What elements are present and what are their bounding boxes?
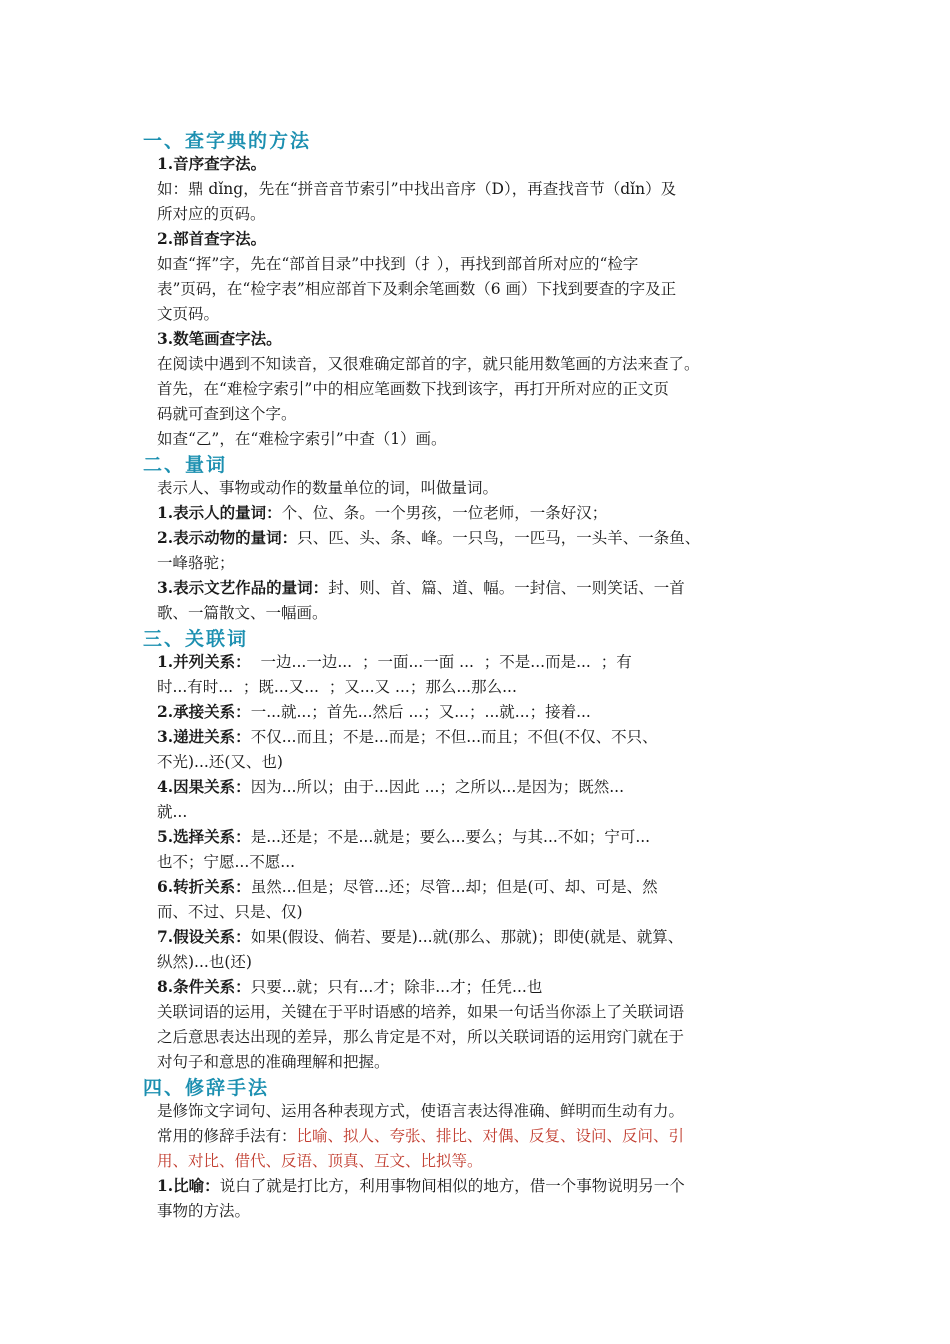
item-label: 1.音序查字法。 bbox=[157, 154, 267, 173]
list-item bbox=[157, 927, 683, 947]
text-line: 而、不过、只是、仅) bbox=[157, 903, 303, 921]
text-line: 也不；宁愿...不愿... bbox=[157, 853, 296, 871]
item-label: 7.假设关系： bbox=[157, 927, 251, 946]
text-line: 歌、一篇散文、一幅画。 bbox=[157, 604, 328, 622]
item-label: 1.比喻： bbox=[157, 1176, 220, 1195]
text-line: 如查“挥”字，先在“部首目录”中找到（扌），再找到部首所对应的“检字 bbox=[157, 255, 639, 273]
text-line: 所对应的页码。 bbox=[157, 205, 266, 223]
text-line: 首先，在“难检字索引”中的相应笔画数下找到该字，再打开所对应的正文页 bbox=[157, 380, 669, 398]
item-text: 因为...所以；由于...因此 ...；之所以...是因为；既然... bbox=[250, 778, 625, 796]
item-text: 是...还是；不是...就是；要么...要么；与其...不如；宁可... bbox=[250, 828, 651, 846]
text-line: 在阅读中遇到不知读音，又很难确定部首的字，就只能用数笔画的方法来查了。 bbox=[157, 355, 700, 373]
section-heading-conjunctions: 三、关联词 bbox=[143, 628, 249, 650]
item-label: 5.选择关系： bbox=[157, 827, 251, 846]
item-text: 个、位、条。一个男孩，一位老师，一条好汉； bbox=[281, 504, 608, 522]
item-text: 一...就...；首先...然后 ...；又...；...就...；接着... bbox=[250, 703, 591, 721]
text-line: 如：鼎 dǐng，先在“拼音音节索引”中找出音序（D），再查找音节（dǐn）及 bbox=[157, 180, 677, 198]
text-line: 文页码。 bbox=[157, 305, 220, 323]
item-text: 只要...就；只有...才；除非...才；任凭...也 bbox=[250, 978, 543, 996]
list-item bbox=[157, 877, 658, 897]
text-line: 是修饰文字词句、运用各种表现方式，使语言表达得准确、鲜明而生动有力。 bbox=[157, 1102, 685, 1120]
list-item bbox=[157, 578, 685, 598]
item-label: 常用的修辞手法有： bbox=[157, 1127, 297, 1145]
item-label: 3.数笔画查字法。 bbox=[157, 329, 282, 348]
text-line: 如查“乙”，在“难检字索引”中查（1）画。 bbox=[157, 430, 447, 448]
section-heading-measure-words: 二、量词 bbox=[143, 454, 228, 476]
item-label: 2.表示动物的量词： bbox=[157, 528, 298, 547]
text-line: 时...有时... ；既...又... ；又...又 ...；那么...那么... bbox=[157, 678, 517, 696]
section-heading-dictionary: 一、查字典的方法 bbox=[143, 130, 312, 152]
item-label: 3.递进关系： bbox=[157, 727, 251, 746]
text-line: 一峰骆驼； bbox=[157, 554, 235, 572]
list-item bbox=[157, 827, 650, 847]
text-line: 就... bbox=[157, 803, 188, 821]
list-item bbox=[157, 1176, 685, 1196]
item-label: 2.部首查字法。 bbox=[157, 229, 267, 248]
text-line: 表”页码，在“检字表”相应部首下及剩余笔画数（6 画）下找到要查的字及正 bbox=[157, 280, 677, 298]
text-line: 事物的方法。 bbox=[157, 1202, 251, 1220]
item-text: 说白了就是打比方，利用事物间相似的地方，借一个事物说明另一个 bbox=[219, 1177, 685, 1195]
list-item bbox=[157, 503, 607, 523]
text-line: 码就可查到这个字。 bbox=[157, 405, 297, 423]
list-item bbox=[157, 1126, 684, 1146]
item-label: 3.表示文艺作品的量词： bbox=[157, 578, 329, 597]
list-item bbox=[157, 777, 624, 797]
text-line: 关联词语的运用，关键在于平时语感的培养，如果一句话当你添上了关联词语 bbox=[157, 1003, 685, 1021]
list-item bbox=[157, 727, 658, 747]
item-text: 一边...一边... ；一面...一面 ... ；不是...而是... ；有 bbox=[250, 653, 632, 671]
item-label: 6.转折关系： bbox=[157, 877, 251, 896]
list-item bbox=[157, 652, 632, 672]
text-line: 表示人、事物或动作的数量单位的词，叫做量词。 bbox=[157, 479, 499, 497]
item-label: 1.表示人的量词： bbox=[157, 503, 282, 522]
highlighted-text: 比喻、拟人、夸张、排比、对偶、反复、设问、反问、引 bbox=[296, 1127, 685, 1145]
item-text: 封、则、首、篇、道、幅。一封信、一则笑话、一首 bbox=[328, 579, 685, 597]
item-text: 只、匹、头、条、峰。一只鸟，一匹马，一头羊、一条鱼、 bbox=[297, 529, 701, 547]
list-item bbox=[157, 528, 700, 548]
item-label: 2.承接关系： bbox=[157, 702, 251, 721]
item-label: 1.并列关系： bbox=[157, 652, 251, 671]
list-item bbox=[157, 702, 591, 722]
text-line: 之后意思表达出现的差异，那么肯定是不对，所以关联词语的运用窍门就在于 bbox=[157, 1028, 685, 1046]
section-heading-rhetoric: 四、修辞手法 bbox=[143, 1077, 270, 1099]
item-text: 不仅...而且；不是...而是；不但...而且；不但(不仅、不只、 bbox=[250, 728, 658, 746]
list-item bbox=[157, 977, 542, 997]
item-text: 如果(假设、倘若、要是)...就(那么、那就)；即使(就是、就算、 bbox=[250, 928, 684, 946]
text-line: 不光)...还(又、也) bbox=[157, 753, 283, 771]
text-line: 对句子和意思的准确理解和把握。 bbox=[157, 1053, 390, 1071]
text-line: 纵然)...也(还) bbox=[157, 953, 252, 971]
item-label: 4.因果关系： bbox=[157, 777, 251, 796]
highlighted-text: 用、对比、借代、反语、顶真、互文、比拟等。 bbox=[157, 1152, 483, 1170]
item-text: 虽然...但是；尽管...还；尽管...却；但是(可、却、可是、然 bbox=[250, 878, 658, 896]
item-label: 8.条件关系： bbox=[157, 977, 251, 996]
